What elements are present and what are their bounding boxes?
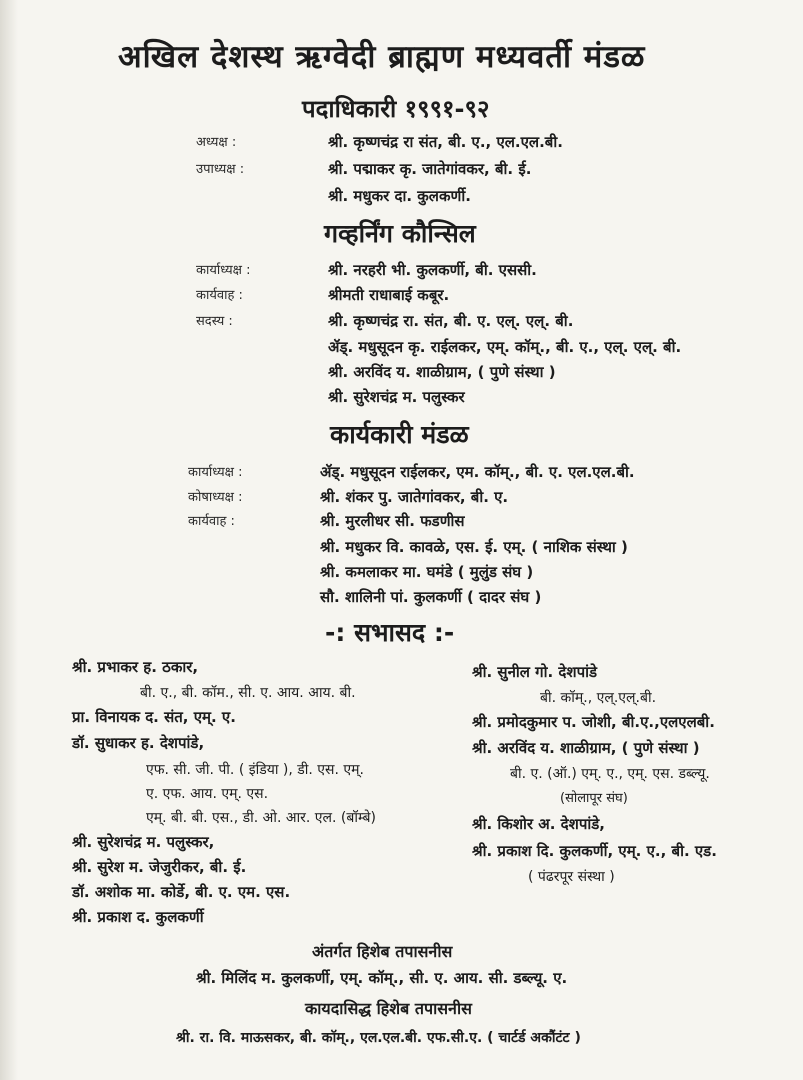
officer-label: उपाध्यक्ष : <box>196 162 245 177</box>
executive-member: श्री. शंकर पु. जातेगांवकर, बी. ए. <box>320 488 509 506</box>
member-degree: (सोलापूर संघ) <box>560 791 628 806</box>
officer-name: श्री. पद्माकर कृ. जातेगांवकर, बी. ई. <box>328 160 532 178</box>
scan-edge-shadow <box>0 0 18 1080</box>
section-heading-members: -: सभासद :- <box>325 618 455 647</box>
executive-label: कार्याध्यक्ष : <box>188 465 243 480</box>
member-degree: बी. ए., बी. कॉम., सी. ए. आय. आय. बी. <box>140 685 356 701</box>
member-degree: एम्. बी. बी. एस., डी. ओ. आर. एल. (बॉम्बे) <box>146 810 377 826</box>
internal-auditor-heading: अंतर्गत हिशेब तपासनीस <box>312 942 453 961</box>
governing-member: श्री. सुरेशचंद्र म. पलुस्कर <box>328 388 465 406</box>
member-name: श्री. प्रकाश द. कुलकर्णी <box>72 908 204 926</box>
member-degree: बी. कॉम्., एल्.एल्.बी. <box>540 690 657 706</box>
member-name: श्री. सुरेशचंद्र म. पलुस्कर, <box>72 833 215 851</box>
member-name: प्रा. विनायक द. संत, एम्. ए. <box>72 708 236 726</box>
executive-member: सौ. शालिनी पां. कुलकर्णी ( दादर संघ ) <box>320 588 542 606</box>
executive-member: श्री. मुरलीधर सी. फडणीस <box>320 512 465 530</box>
officer-label: अध्यक्ष : <box>196 135 237 150</box>
governing-member: श्री. कृष्णचंद्र रा. संत, बी. ए. एल्. एल्. बी. <box>328 312 574 330</box>
document-title: अखिल देशस्थ ऋग्वेदी ब्राह्मण मध्यवर्ती मंडळ <box>118 39 646 75</box>
member-degree: एफ. सी. जी. पी. ( इंडिया ), डी. एस. एम्. <box>146 762 364 778</box>
executive-member: ॲड्. मधुसूदन राईलकर, एम. कॉम्., बी. ए. एल.एल.बी. <box>320 463 635 481</box>
member-name: श्री. प्रमोदकुमार प. जोशी, बी.ए.,एलएलबी. <box>472 713 715 731</box>
governing-member: ॲड्. मधुसूदन कृ. राईलकर, एम्. कॉम्., बी. ए., एल्. एल्. बी. <box>328 338 682 356</box>
internal-auditor: श्री. मिलिंद म. कुलकर्णी, एम्. कॉम्., सी. ए. आय. सी. डब्ल्यू. ए. <box>196 969 568 987</box>
section-heading-executive: कार्यकारी मंडळ <box>330 420 469 449</box>
member-name: श्री. प्रभाकर ह. ठकार, <box>72 658 199 676</box>
governing-label: कार्याध्यक्ष : <box>196 263 251 278</box>
officer-name: श्री. मधुकर दा. कुलकर्णी. <box>328 187 471 205</box>
officer-name: श्री. कृष्णचंद्र रा संत, बी. ए., एल.एल.बी. <box>328 133 563 151</box>
governing-member: श्रीमती राधाबाई कबूर. <box>328 286 450 304</box>
governing-member: श्री. नरहरी भी. कुलकर्णी, बी. एससी. <box>328 261 537 279</box>
member-name: श्री. प्रकाश दि. कुलकर्णी, एम्. ए., बी. एड. <box>472 842 717 860</box>
executive-label: कार्यवाह : <box>188 514 235 529</box>
document-subtitle: पदाधिकारी १९९१-९२ <box>302 95 490 123</box>
member-name: डॉ. सुधाकर ह. देशपांडे, <box>72 734 205 752</box>
member-name: श्री. किशोर अ. देशपांडे, <box>472 815 605 833</box>
governing-label: कार्यवाह : <box>196 288 243 303</box>
legal-auditor-heading: कायदासिद्ध हिशेब तपासनीस <box>305 999 472 1018</box>
member-name: श्री. सुनील गो. देशपांडे <box>472 663 598 681</box>
executive-member: श्री. कमलाकर मा. घमंडे ( मुलुंड संघ ) <box>320 563 534 581</box>
executive-member: श्री. मधुकर वि. कावळे, एस. ई. एम्. ( नाशिक संस्था ) <box>320 538 628 556</box>
member-degree: ( पंढरपूर संस्था ) <box>528 869 615 885</box>
member-degree: बी. ए. (ऑ.) एम्. ए., एम्. एस. डब्ल्यू. <box>510 766 710 782</box>
section-heading-governing: गव्हर्निंग कौन्सिल <box>324 219 476 248</box>
governing-label: सदस्य : <box>196 314 233 329</box>
member-degree: ए. एफ. आय. एम्. एस. <box>146 786 269 802</box>
legal-auditor: श्री. रा. वि. माऊसकर, बी. कॉम्., एल.एल.बी. एफ.सी.ए. ( चार्टर्ड अकौंटंट ) <box>176 1030 581 1046</box>
member-name: डॉ. अशोक मा. कोर्डे, बी. ए. एम. एस. <box>72 883 291 901</box>
executive-label: कोषाध्यक्ष : <box>188 490 243 505</box>
governing-member: श्री. अरविंद य. शाळीग्राम, ( पुणे संस्था ) <box>328 363 556 381</box>
member-name: श्री. सुरेश म. जेजुरीकर, बी. ई. <box>72 858 247 876</box>
member-name: श्री. अरविंद य. शाळीग्राम, ( पुणे संस्था ) <box>472 739 700 757</box>
